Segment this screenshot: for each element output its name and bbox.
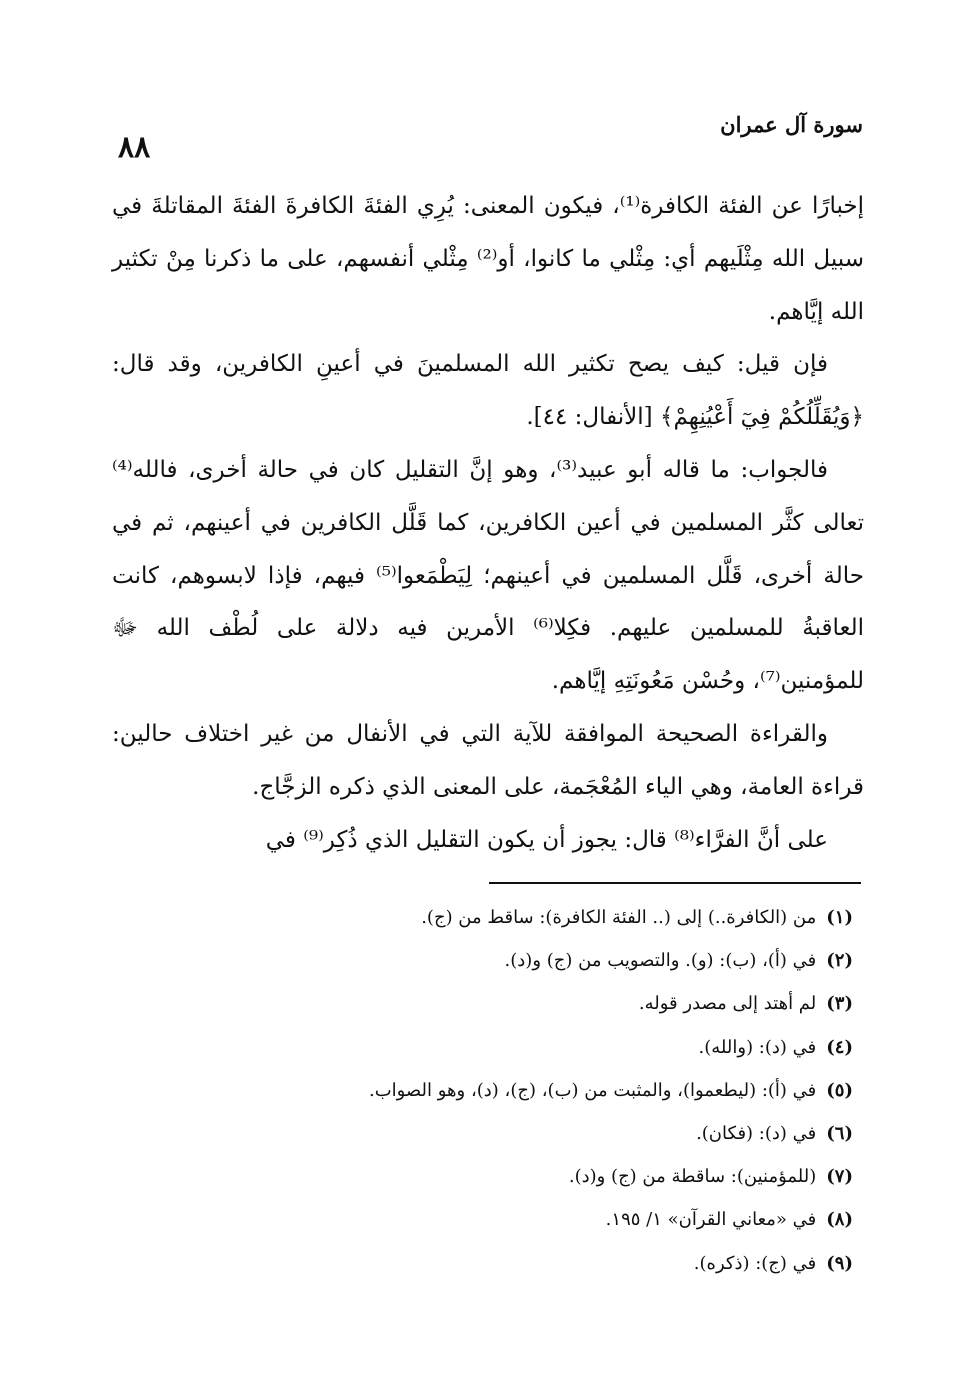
footnote (153, 1112, 853, 1155)
paragraph-1: إخبارًا عن الفئة الكافرة⁽¹⁾، فيكون المعنى: يُرِي الفئةَ الكافرةَ الفئةَ المقاتلةَ في سبيل الله مِثْلَيهم أي: مِثْلي ما كانوا، أو⁽²⁾ مِثْلي أنفسهم، على ما ذكرنا مِنْ تكثير الله إيَّاهم. (112, 193, 865, 325)
footnote (153, 1069, 853, 1112)
paragraph-4: والقراءة الصحيحة الموافقة للآية التي في الأنفال من غير اختلاف حالين: قراءة العامة، وهي الياء المُعْجَمة، على المعنى الذي ذكره الزجَّاج. (112, 720, 864, 800)
footnote-number: (٧) (826, 1166, 853, 1188)
paragraph-3: فالجواب: ما قاله أبو عبيد⁽³⁾، وهو إنَّ التقليل كان في حالة أخرى، فالله⁽⁴⁾ تعالى كثَّر المسلمين في أعين الكافرين، كما قَلَّل الكافرين في أعينهم، ثم في حالة أخرى، قَلَّل المسلمين في أعينهم؛ لِيَطْمَعوا⁽⁵⁾ فيهم، فإذا لابسوهم، كانت العاقبةُ للمسلمين عليهم. فكِلا⁽⁶⁾ الأمرين فيه دلالة على لُطْف الله ﷻ للمؤمنين⁽⁷⁾، وحُسْن مَعُونَتِهِ إيَّاهم. (112, 456, 864, 695)
footnote-number: (٦) (826, 1123, 853, 1145)
main-text (112, 180, 864, 866)
footnote-text: في «معاني القرآن» ١/ ١٩٥. (605, 1209, 817, 1231)
footnote-divider (489, 882, 861, 884)
footnote-text: لم أهتد إلى مصدر قوله. (638, 993, 817, 1015)
footnote-number: (٣) (826, 993, 853, 1015)
page-number: ٨٨ (118, 130, 151, 165)
footnote-text: في (ج): (ذكره). (693, 1252, 817, 1274)
footnote (153, 982, 853, 1025)
footnote (153, 1198, 853, 1241)
footnote-number: (٢) (826, 950, 853, 972)
footnote-number: (٤) (826, 1036, 853, 1058)
footnote-text: في (د): (فكان). (696, 1123, 817, 1145)
footnote-text: في (أ): (ليطعموا)، والمثبت من (ب)، (ج)، (د)، وهو الصواب. (368, 1079, 817, 1101)
page-header (112, 108, 863, 168)
footnote-text: من (الكافرة..) إلى (.. الفئة الكافرة): ساقط من (ج). (421, 907, 817, 928)
footnote-number: (٥) (826, 1079, 853, 1101)
footnote (153, 1155, 853, 1198)
footnote-text: في (أ)، (ب): (و). والتصويب من (ج) و(د). (504, 950, 817, 972)
footnote-text: (للمؤمنين): ساقطة من (ج) و(د). (568, 1166, 817, 1188)
footnote-text: في (د): (والله). (698, 1036, 817, 1058)
footnote-number: (٨) (826, 1209, 853, 1231)
footnote (153, 1026, 853, 1069)
footnote (153, 896, 853, 939)
footnote-number: (٩) (826, 1252, 853, 1274)
footnote-number: (١) (826, 907, 853, 928)
running-title: سورة آل عمران (720, 112, 863, 137)
paragraph-2: فإن قيل: كيف يصح تكثير الله المسلمينَ في أعينِ الكافرين، وقد قال: ﴿وَيُقَلِّلُكُمْ فِيٓ أَعْيُنِهِمْ﴾ [الأنفال: ٤٤]. (112, 351, 864, 431)
footnotes-list (153, 896, 853, 1285)
footnote (153, 1242, 853, 1285)
paragraph-5: على أنَّ الفرَّاء⁽⁸⁾ قال: يجوز أن يكون التقليل الذي ذُكِر⁽⁹⁾ في (265, 826, 828, 853)
footnote (153, 939, 853, 982)
